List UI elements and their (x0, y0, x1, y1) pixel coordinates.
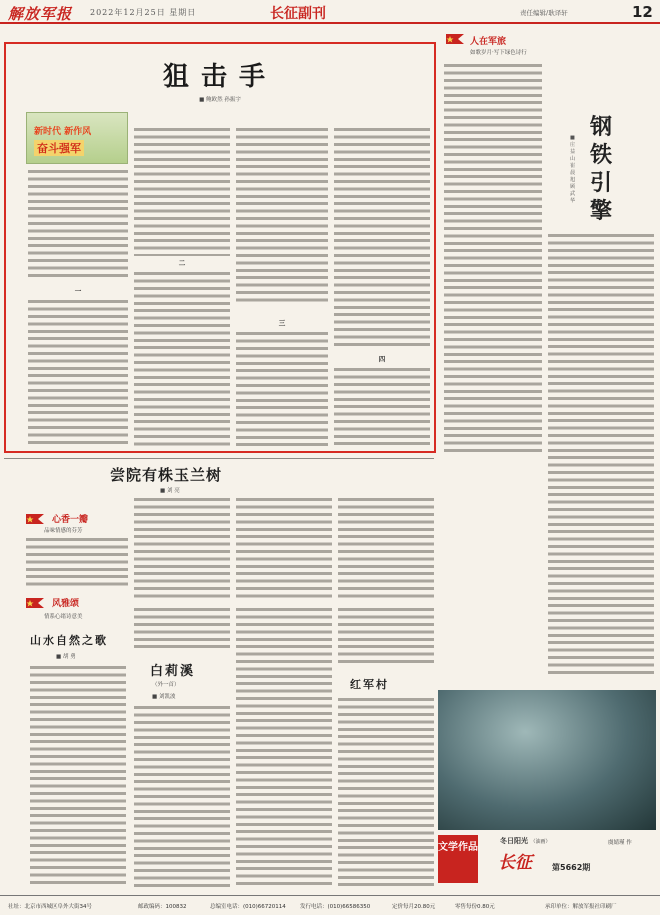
footer-postcode: 邮政编码：100832 (138, 904, 187, 910)
column-subheading: 如歌岁月·写下绿色诗行 (470, 50, 527, 56)
banner-slogan-bottom: 奋斗强军 (34, 140, 84, 156)
footer-price-copy: 零售每份0.80元 (455, 904, 495, 910)
star-flag-icon (24, 512, 46, 526)
feature-text-col1 (444, 62, 542, 452)
page-number: 12 (632, 3, 653, 21)
footer-phone-editorial: 总编室电话：(010)66720114 (210, 904, 286, 910)
poem-title: 红军村 (350, 678, 389, 691)
feature-text-col2 (548, 232, 654, 677)
essay-text-col2-lower (134, 606, 230, 652)
article-banner-image (26, 112, 128, 164)
poem-text (30, 664, 126, 888)
painting-medium: （油画） (530, 839, 551, 845)
poem-text (338, 606, 434, 666)
painting-title: 冬日阳光 (500, 836, 528, 845)
column-subheading: 情系心绪诗意美 (44, 614, 83, 620)
section-title: 长征副刊 (270, 6, 326, 22)
banner-slogan-top: 新时代 新作风 (34, 127, 92, 137)
article-text-col1b (28, 298, 128, 446)
feature-byline: ■ 庄益山 崔晨旭 顾武华 (570, 135, 576, 204)
literature-badge: 文学作品 (438, 835, 478, 883)
feature-title: 钢铁引擎 (590, 114, 613, 224)
issue-date: 2022年12月25日 星期日 (90, 8, 197, 17)
essay-byline: ■ 刘 亮 (160, 488, 180, 494)
star-flag-icon (24, 596, 46, 610)
issue-number: 第5662期 (552, 863, 591, 872)
newspaper-logo: 解放军报 (8, 5, 73, 23)
poem-text (338, 696, 434, 888)
column-heading: 风雅颂 (52, 599, 80, 609)
essay-text-col2 (134, 496, 230, 600)
column-subheading: 品味情感的芬芳 (44, 528, 83, 534)
article-text-col4b (334, 366, 430, 446)
poem-text (134, 704, 230, 888)
footer-phone-distribution: 发行电话：(010)66586350 (300, 904, 371, 910)
main-article-title: 狙击手 (162, 62, 277, 92)
editor-credit: 责任编辑/耿译轩 (520, 9, 568, 17)
footer-address: 社址：北京市西城区阜外大街34号 (8, 904, 92, 910)
poem-author: ■ 刘凯波 (152, 694, 176, 700)
painter-credit: 虞婧瑾 作 (608, 840, 632, 846)
star-flag-icon (444, 32, 466, 46)
article-subhead: 三 (278, 319, 286, 327)
poem-subtitle: （外一首） (152, 682, 180, 688)
footer-printer: 承印单位：解放军报社印刷厂 (545, 904, 617, 910)
essay-text-col1 (26, 536, 128, 590)
essay-title: 尝院有株玉兰树 (110, 466, 223, 484)
article-text-col4a (334, 126, 430, 346)
column-heading: 人在军旅 (470, 37, 507, 47)
oil-painting-image (438, 690, 656, 830)
section-divider (4, 458, 434, 459)
article-subhead: 一 (74, 287, 82, 295)
main-article-byline: ■ 鲍欧然 孙振宇 (199, 97, 241, 103)
column-heading: 心香一瓣 (52, 515, 89, 525)
article-text-col3b (236, 330, 328, 446)
essay-text-col4 (338, 496, 434, 600)
article-text-col3a (236, 126, 328, 306)
poem-title: 白莉溪 (150, 664, 196, 679)
article-subhead: 二 (178, 259, 186, 267)
brand-logo: 长征 (498, 853, 532, 873)
poem-title: 山水自然之歌 (30, 634, 108, 647)
footer-price-month: 定价每月20.80元 (392, 904, 436, 910)
painting-caption (500, 836, 550, 846)
poem-author: ■ 胡 勇 (56, 654, 76, 660)
article-text-col2a (134, 126, 230, 256)
poem-text (236, 606, 332, 888)
article-subhead: 四 (378, 355, 386, 363)
article-text-col1a (28, 168, 128, 280)
article-text-col2b (134, 270, 230, 446)
essay-text-col3 (236, 496, 332, 600)
footer (0, 895, 660, 915)
